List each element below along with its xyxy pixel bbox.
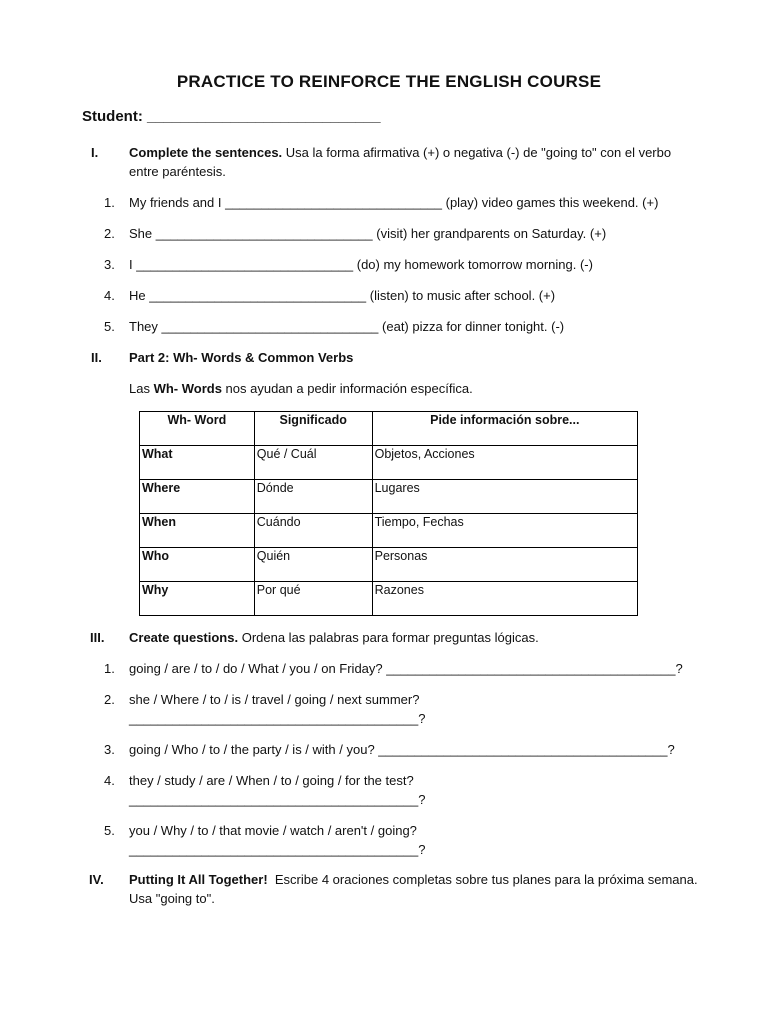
section-3-heading: Create questions. [129,630,239,645]
section-3-text: Ordena las palabras para formar preguntas lógicas. [238,630,539,645]
table-cell-meaning: Dónde [254,480,372,514]
question-item: going / are / to / do / What / you / on Friday? ________________________________________? [129,661,683,676]
sentence-item: He ______________________________ (listen) to music after school. (+) [129,288,556,303]
section-1-number: I. [91,145,99,160]
table-row [140,480,638,514]
item-number: 2. [104,692,115,707]
table-cell-word: Why [140,582,255,616]
item-number: 3. [104,742,115,757]
table-header: Pide información sobre... [372,412,637,446]
table-cell-word: Where [140,480,255,514]
section-1-heading: Complete the sentences. [129,145,283,160]
section-1-instructions [129,143,671,162]
section-4-instructions [129,870,698,889]
answer-line: ________________________________________? [129,842,426,857]
question-item: you / Why / to / that movie / watch / aren't / going? [129,823,417,838]
question-item: going / Who / to / the party / is / with / you? ________________________________________? [129,742,675,757]
wh-words-table [139,411,638,616]
section-1-text: Usa la forma afirmativa (+) o negativa (-) de "going to" con el verbo [282,145,672,160]
table-row [140,582,638,616]
question-item: she / Where / to / is / travel / going / next summer? [129,692,420,707]
item-number: 1. [104,661,115,676]
section-2-intro [129,379,473,398]
table-cell-word: When [140,514,255,548]
intro-bold: Wh- Words [153,381,222,396]
item-number: 2. [104,226,115,241]
section-4-heading: Putting It All Together! [129,872,268,887]
sentence-item: They ______________________________ (eat) pizza for dinner tonight. (-) [129,319,565,334]
table-cell-info: Tiempo, Fechas [372,514,637,548]
student-name-line: Student: ____________________________ [82,108,381,125]
sentence-item: My friends and I ______________________________ (play) video games this weekend. (+) [129,195,659,210]
section-3-number: III. [90,630,105,645]
answer-line: ________________________________________? [129,792,426,807]
intro-text: Las [129,381,154,396]
table-row [140,514,638,548]
table-cell-info: Personas [372,548,637,582]
section-4-number: IV. [89,872,104,887]
item-number: 3. [104,257,115,272]
section-2-heading: Part 2: Wh- Words & Common Verbs [129,350,354,365]
table-cell-word: What [140,446,255,480]
section-2-number: II. [91,350,102,365]
item-number: 4. [104,288,115,303]
table-header: Significado [254,412,372,446]
table-row [140,548,638,582]
answer-line: ________________________________________? [129,711,426,726]
table-cell-info: Razones [372,582,637,616]
section-3-instructions [129,628,539,647]
table-cell-meaning: Por qué [254,582,372,616]
section-1-text-line2: entre paréntesis. [129,164,226,179]
section-4-text: Escribe 4 oraciones completas sobre tus planes para la próxima semana. [267,872,698,887]
item-number: 5. [104,823,115,838]
section-4-text-line2: Usa "going to". [129,891,215,906]
sentence-item: I ______________________________ (do) my homework tomorrow morning. (-) [129,257,593,272]
table-cell-meaning: Cuándo [254,514,372,548]
worksheet-title: PRACTICE TO REINFORCE THE ENGLISH COURSE [176,72,602,91]
table-header-row [140,412,638,446]
sentence-item: She ______________________________ (visit) her grandparents on Saturday. (+) [129,226,607,241]
item-number: 1. [104,195,115,210]
table-cell-info: Lugares [372,480,637,514]
table-header: Wh- Word [140,412,255,446]
table-cell-word: Who [140,548,255,582]
intro-text-end: nos ayudan a pedir información específica. [221,381,473,396]
table-cell-meaning: Quién [254,548,372,582]
question-item: they / study / are / When / to / going / for the test? [129,773,414,788]
table-row [140,446,638,480]
item-number: 4. [104,773,115,788]
table-cell-info: Objetos, Acciones [372,446,637,480]
item-number: 5. [104,319,115,334]
table-cell-meaning: Qué / Cuál [254,446,372,480]
